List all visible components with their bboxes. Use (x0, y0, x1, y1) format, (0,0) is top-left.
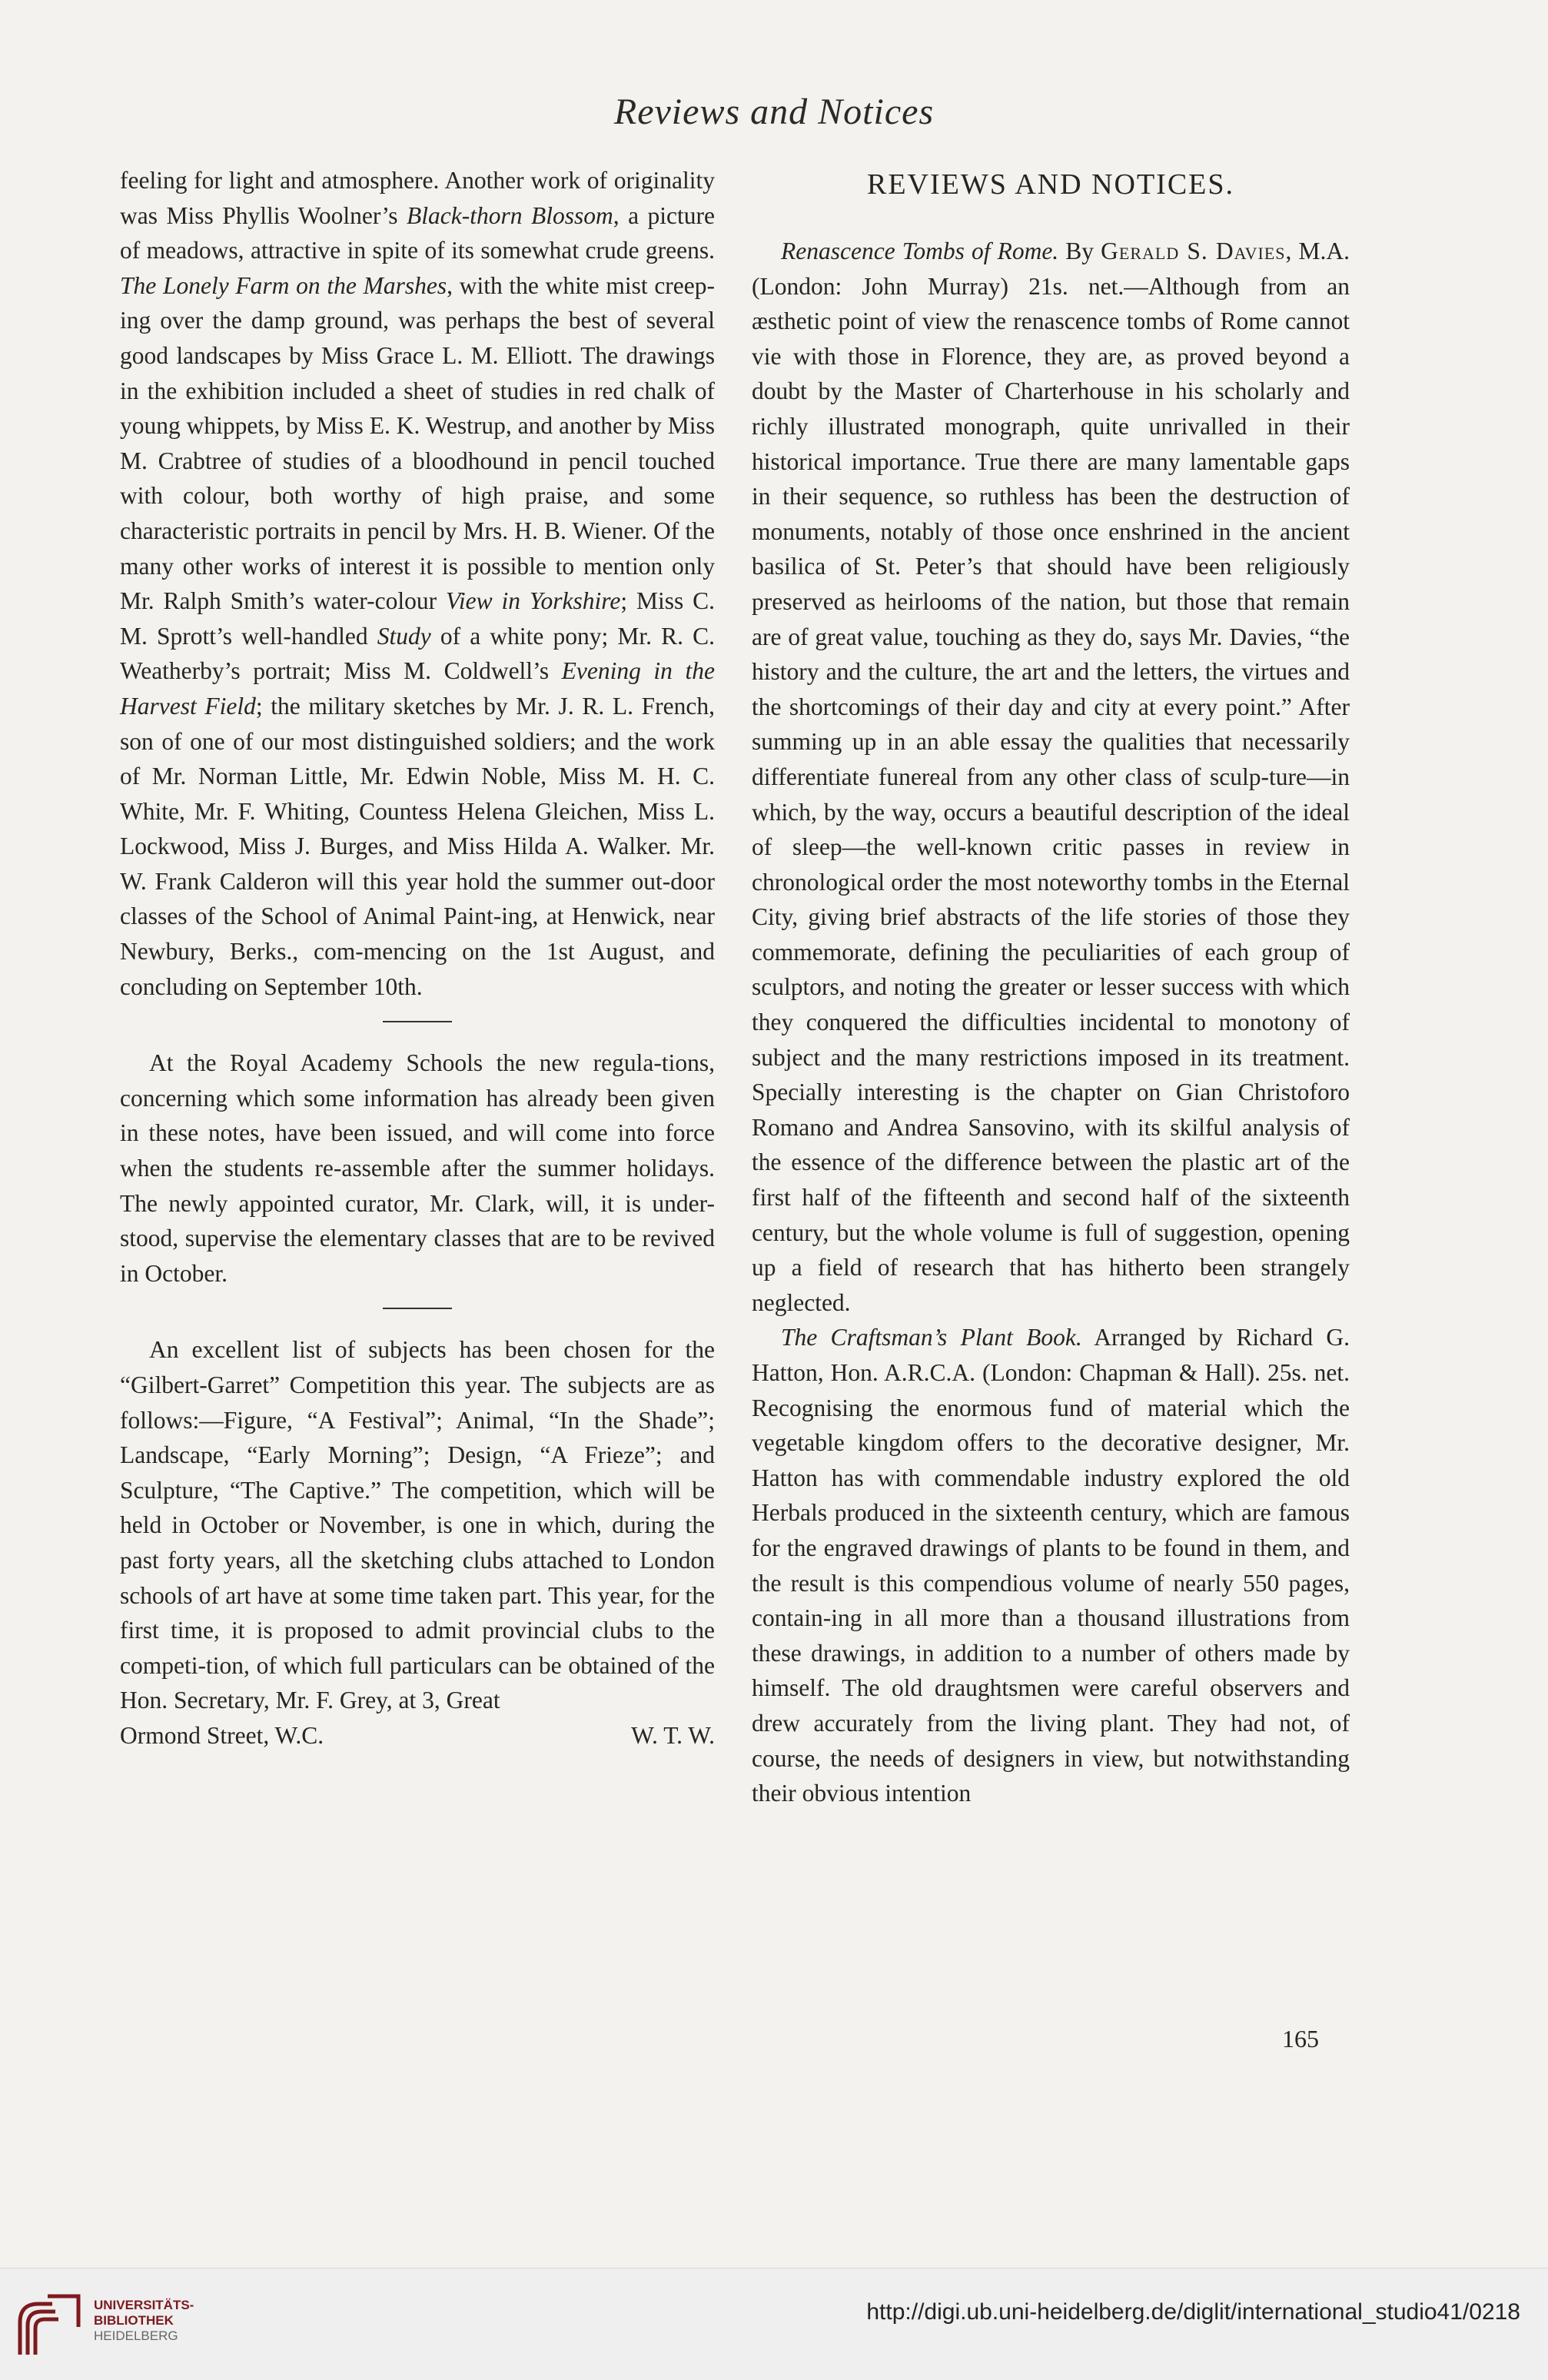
paragraph-competition: An excellent list of subjects has been chosen for the “Gilbert-Garret” Competition this year. The subjects are as follows:—Figure, “A Festival”; Animal, “In the Shade”; Landscape, “Early Morning”; Design, “A Frieze”; and Sculpture, “The Captive.” The competition, which will be held in October or November, is one in which, during the past forty years, all the sketching clubs attached to London schools of art have at some time taken part. This year, for the first time, it is proposed to admit provincial clubs to the competi-tion, of which full particulars can be obtained of the Hon. Secretary, Mr. F. Grey, at 3, Great (120, 1336, 715, 1714)
section-rule (383, 1308, 452, 1309)
page-number: 165 (1282, 2025, 1319, 2053)
signature: W. T. W. (631, 1721, 715, 1749)
section-rule (383, 1021, 452, 1022)
author-name: Gerald S. Davies (1101, 238, 1286, 264)
right-column (752, 163, 1350, 1811)
book-title: The Craftsman’s Plant Book. (781, 1324, 1082, 1351)
signature-line (120, 1718, 715, 1753)
library-name: UNIVERSITÄTS- BIBLIOTHEK HEIDELBERG (94, 2298, 194, 2343)
book-title: Renascence Tombs of Rome. (781, 238, 1059, 264)
source-url-link[interactable]: http://digi.ub.uni-heidelberg.de/diglit/international_studio41/0218 (866, 2299, 1520, 2325)
footer-bar (0, 2268, 1548, 2380)
paragraph-royal-academy: At the Royal Academy Schools the new regula-tions, concerning which some information has already been given in these notes, have been issued, and will come into force when the students re-assemble after the summer holidays. The newly appointed curator, Mr. Clark, will, it is under-stood, supervise the elementary classes that are to be revived in October. (120, 1049, 715, 1287)
running-head: Reviews and Notices (613, 91, 935, 132)
address-end: Ormond Street, W.C. (120, 1721, 324, 1749)
review-renascence-tombs: Renascence Tombs of Rome. By Gerald S. Davies, M.A. (London: John Murray) 21s. net.—Although from an æsthetic point of view the renascence tombs of Rome cannot vie with those in Florence, they are, as proved beyond a doubt by the Master of Charterhouse in his scholarly and richly illustrated monograph, quite unrivalled in their historical importance. True there are many lamentable gaps in their sequence, so ruthless has been the destruction of monuments, notably of those once enshrined in the ancient basilica of St. Peter’s that should have been religiously preserved as heirlooms of the nation, but those that remain are of great value, touching as they do, says Mr. Davies, “the history and the culture, the art and the letters, the virtues and the shortcomings of their day and city at every point.” After summing up in an able essay the qualities that necessarily differentiate funereal from any other class of sculp-ture—in which, by the way, occurs a beautiful description of the ideal of sleep—the well-known critic passes in review in chronological order the most noteworthy tombs in the Eternal City, giving brief abstracts of the life stories of those they commemorate, defining the peculiarities of each group of sculptors, and noting the greater or lesser success with which they conquered the difficulties incidental to monotony of subject and the many restrictions imposed in its treatment. Specially interesting is the chapter on Gian Christoforo Romano and Andrea Sansovino, with its skilful analysis of the essence of the difference between the plastic art of the first half of the fifteenth and second half of the sixteenth century, but the whole volume is full of suggestion, opening up a field of research that has hitherto been strangely neglected. (752, 238, 1350, 1316)
left-column (120, 163, 715, 1753)
review-plant-book: The Craftsman’s Plant Book. Arranged by Richard G. Hatton, Hon. A.R.C.A. (London: Chapman & Hall). 25s. net. Recognising the enormous fund of material which the vegetable kingdom offers to the decorative designer, Mr. Hatton has with commendable industry explored the old Herbals produced in the sixteenth century, which are famous for the engraved drawings of plants to be found in them, and the result is this compendious volume of nearly 550 pages, contain-ing in all more than a thousand illustrations from these drawings, in addition to a number of others made by himself. The old draughtsmen were careful observers and drew accurately from the living plant. They had not, of course, the needs of designers in view, but notwithstanding their obvious intention (752, 1324, 1350, 1807)
library-logo-icon (17, 2292, 83, 2358)
paragraph-exhibition: feeling for light and atmosphere. Another work of originality was Miss Phyllis Woolner’s Black-thorn Blossom, a picture of meadows, attractive in spite of its somewhat crude greens. The Lonely Farm on the Marshes, with the white mist creep-ing over the damp ground, was perhaps the best of several good landscapes by Miss Grace L. M. Elliott. The drawings in the exhibition included a sheet of studies in red chalk of young whippets, by Miss E. K. Westrup, and another by Miss M. Crabtree of studies of a bloodhound in pencil touched with colour, both worthy of high praise, and some characteristic portraits in pencil by Mrs. H. B. Wiener. Of the many other works of interest it is possible to mention only Mr. Ralph Smith’s water-colour View in Yorkshire; Miss C. M. Sprott’s well-handled Study of a white pony; Mr. R. C. Weatherby’s portrait; Miss M. Coldwell’s Evening in the Harvest Field; the military sketches by Mr. J. R. L. French, son of one of our most distinguished soldiers; and the work of Mr. Norman Little, Mr. Edwin Noble, Miss M. H. C. White, Mr. F. Whiting, Countess Helena Gleichen, Miss L. Lockwood, Miss J. Burges, and Miss Hilda A. Walker. Mr. W. Frank Calderon will this year hold the summer out-door classes of the School of Animal Paint-ing, at Henwick, near Newbury, Berks., com-mencing on the 1st August, and concluding on September 10th. (120, 167, 716, 1000)
section-heading: REVIEWS AND NOTICES. (866, 168, 1235, 201)
